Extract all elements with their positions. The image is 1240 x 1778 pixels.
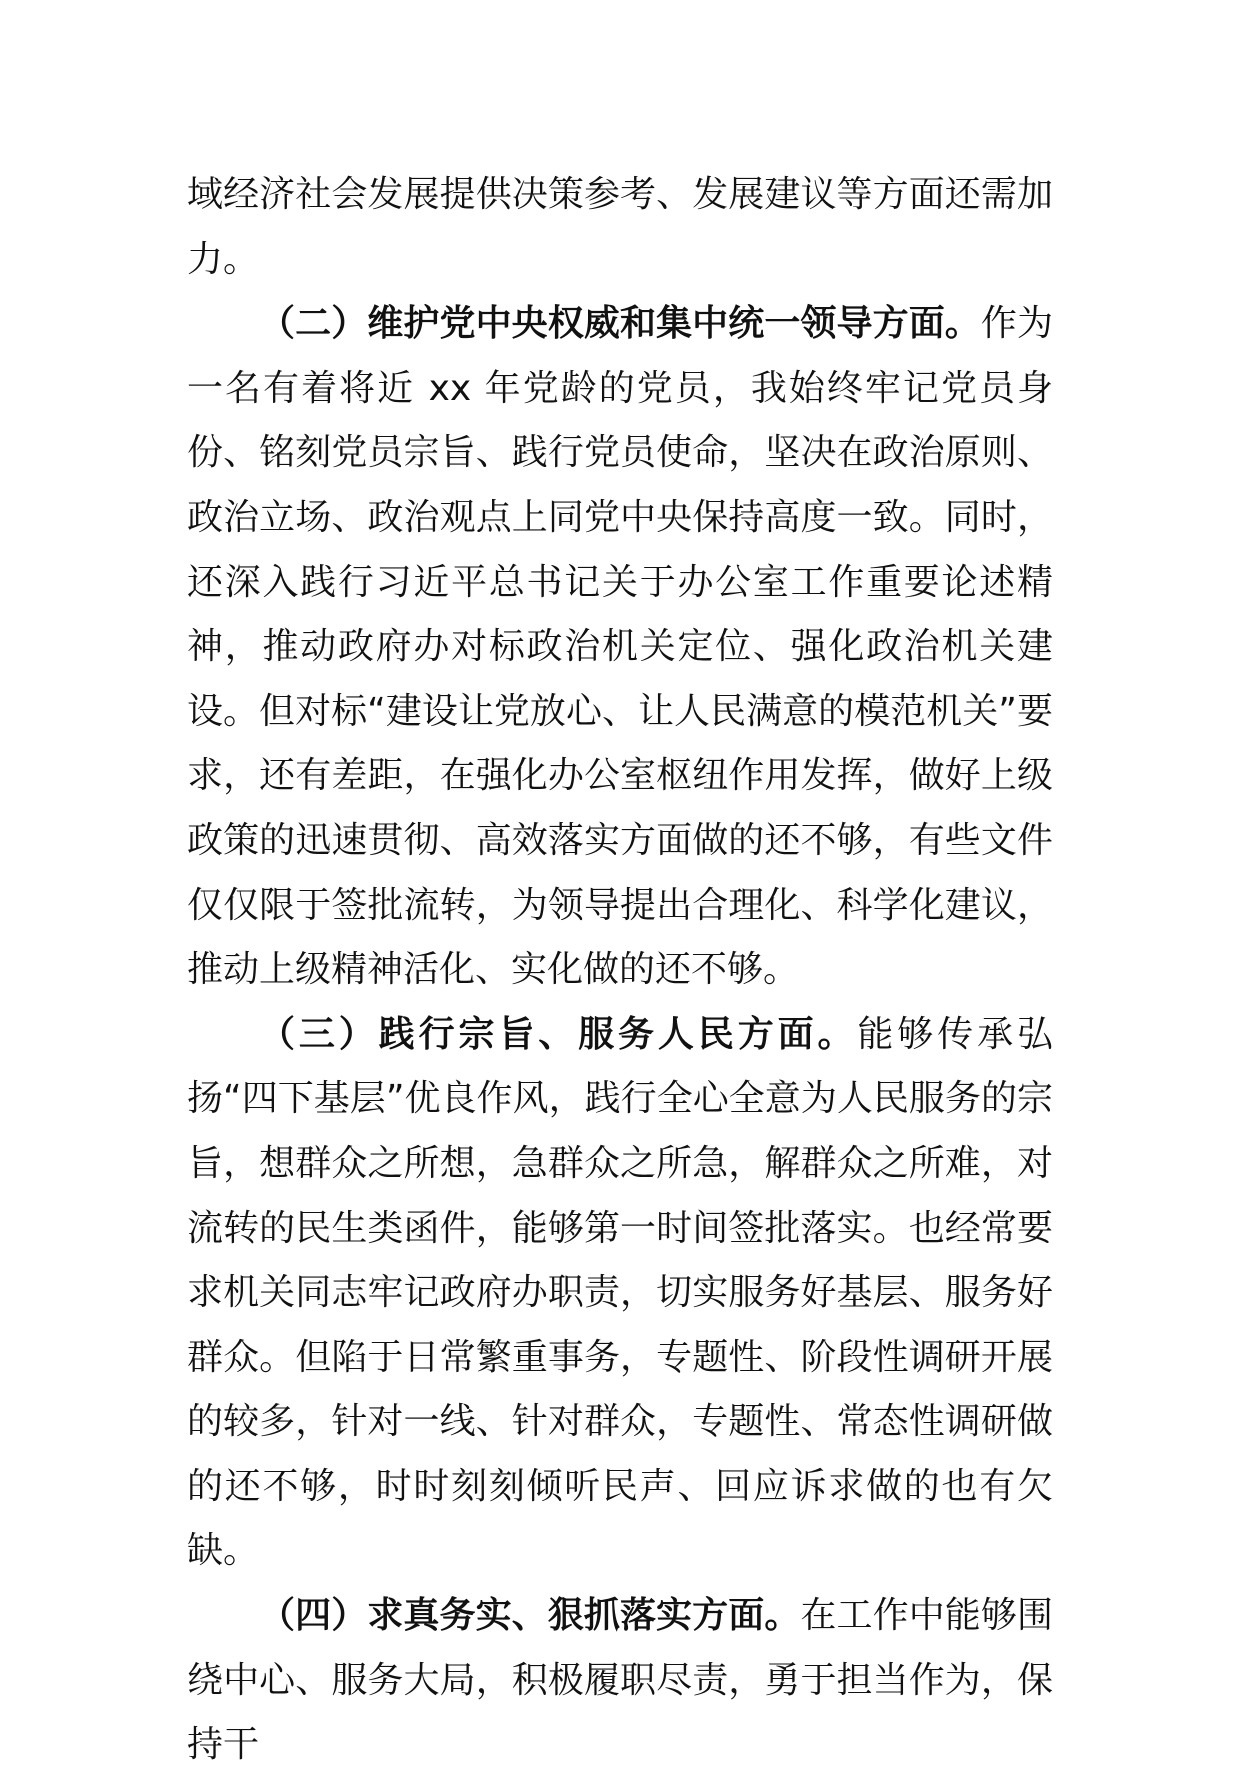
paragraph-text: 在工作中能够围绕中心、服务大局，积极履职尽责，勇于担当作为，保持干 [187, 1595, 1053, 1766]
paragraph-continuation [187, 163, 1053, 292]
paragraph-section-2 [187, 292, 1053, 1003]
section-heading: （二）维护党中央权威和集中统一领导方面。 [259, 303, 981, 345]
paragraph-section-3 [187, 1003, 1053, 1584]
paragraph-text: 域经济社会发展提供决策参考、发展建议等方面还需加力。 [187, 174, 1053, 280]
section-heading: （四）求真务实、狠抓落实方面。 [259, 1595, 801, 1637]
paragraph-text: 能够传承弘扬“四下基层”优良作风，践行全心全意为人民服务的宗旨，想群众之所想，急群众之所急，解群众之所难，对流转的民生类函件，能够第一时间签批落实。也经常要求机关同志牢记政府办职责，切实服务好基层、服务好群众。但陷于日常繁重事务，专题性、阶段性调研开展的较多，针对一线、针对群众，专题性、常态性调研做的还不够，时时刻刻倾听民声、回应诉求做的也有欠缺。 [187, 1013, 1053, 1572]
section-heading: （三）践行宗旨、服务人民方面。 [259, 1013, 858, 1055]
document-body [187, 163, 1053, 1778]
paragraph-section-4 [187, 1584, 1053, 1778]
paragraph-text: 作为一名有着将近 xx 年党龄的党员，我始终牢记党员身份、铭刻党员宗旨、践行党员使命，坚决在政治原则、政治立场、政治观点上同党中央保持高度一致。同时，还深入践行习近平总书记关于办公室工作重要论述精神，推动政府办对标政治机关定位、强化政治机关建设。但对标“建设让党放心、让人民满意的模范机关”要求，还有差距，在强化办公室枢纽作用发挥，做好上级政策的迅速贯彻、高效落实方面做的还不够，有些文件仅仅限于签批流转，为领导提出合理化、科学化建议，推动上级精神活化、实化做的还不够。 [187, 303, 1053, 991]
